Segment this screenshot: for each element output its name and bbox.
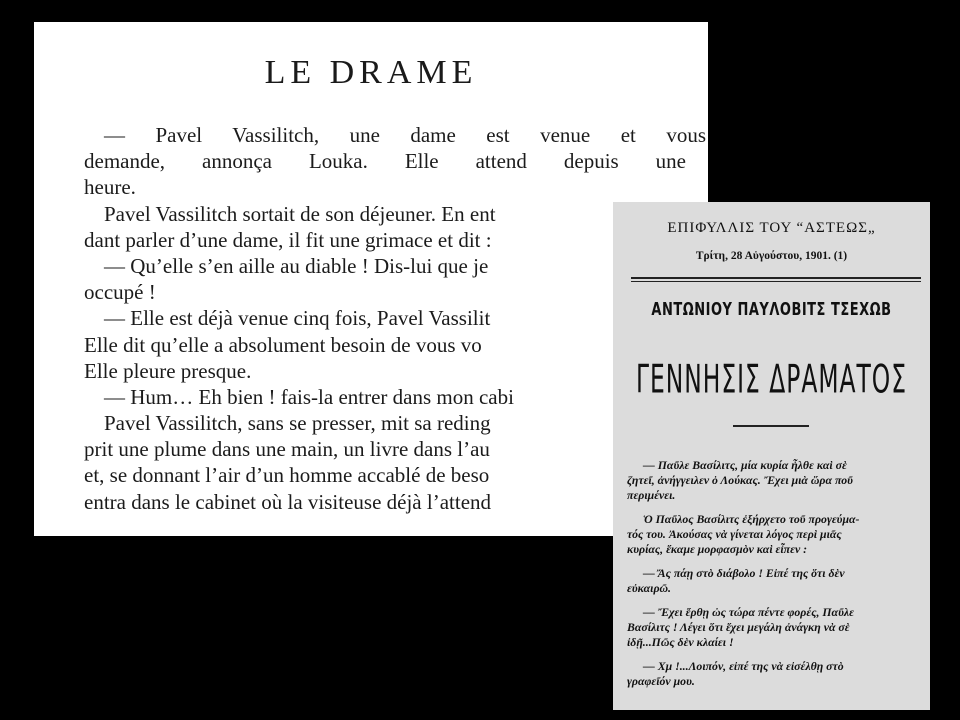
french-text-line: dant parler d’une dame, il fit une grimace et dit : bbox=[84, 227, 492, 252]
greek-text-line: — Ἔχει ἔρθῃ ὡς τώρα πέντε φορές, Παῦλε bbox=[643, 605, 854, 619]
greek-text-body bbox=[627, 458, 927, 689]
french-page-title: LE DRAME bbox=[264, 54, 478, 91]
french-text-line: heure. bbox=[84, 175, 136, 200]
french-text-line: occupé ! bbox=[84, 280, 156, 305]
french-text-body bbox=[84, 122, 704, 515]
french-text-line: prit une plume dans une main, un livre dans l’au bbox=[84, 437, 490, 462]
french-text-line: — Qu’elle s’en aille au diable ! Dis-lui que je bbox=[104, 253, 489, 278]
header-divider-thin bbox=[631, 281, 921, 282]
greek-story-title: ΓΕΝΝΗΣΙΣ ΔΡΑΜΑΤΟΣ bbox=[635, 358, 907, 403]
title-divider bbox=[733, 425, 809, 427]
greek-feuilleton-header: ΕΠΙΦΥΛΛΙΣ ΤΟΥ “ΑΣΤΕΩΣ„ bbox=[667, 220, 876, 236]
greek-text-line: εὐκαιρῶ. bbox=[627, 581, 672, 595]
header-divider bbox=[631, 277, 921, 279]
greek-text-line: Βασίλιτς ! Λέγει ὅτι ἔχει μεγάλη ἀνάγκη νὰ σὲ bbox=[627, 620, 850, 634]
french-text-line: — Elle est déjà venue cinq fois, Pavel Vassilit bbox=[104, 306, 491, 331]
greek-newspaper-clipping bbox=[613, 202, 930, 710]
french-text-line: — Hum… Eh bien ! fais-la entrer dans mon cabi bbox=[104, 384, 514, 409]
french-text-line: Pavel Vassilitch sortait de son déjeuner. En ent bbox=[104, 201, 496, 226]
greek-text-line: — Ἄς πάῃ στὸ διάβολο ! Εἰπέ της ὅτι δὲν bbox=[643, 566, 845, 580]
french-text-line: Pavel Vassilitch, sans se presser, mit sa reding bbox=[104, 411, 491, 436]
greek-text-line: γραφεῖόν μου. bbox=[627, 674, 695, 688]
french-text-line: entra dans le cabinet où la visiteuse déjà l’attend bbox=[84, 489, 492, 514]
greek-text-line: ζητεῖ, ἀνήγγειλεν ὁ Λούκας. Ἔχει μιὰ ὥρα ποῦ bbox=[627, 473, 853, 487]
french-text-line: Elle pleure presque. bbox=[84, 358, 252, 383]
greek-date-line: Τρίτη, 28 Αὐγούστου, 1901. (1) bbox=[695, 250, 848, 262]
greek-text-line: τός του. Ἀκούσας νὰ γίνεται λόγος περὶ μιᾶς bbox=[627, 527, 842, 541]
greek-text-line: — Χμ !...Λοιπόν, εἰπέ της νὰ εἰσέλθῃ στὸ bbox=[643, 659, 844, 673]
greek-text-line: ἰδῇ...Πῶς δὲν κλαίει ! bbox=[627, 635, 734, 649]
french-text-line: et, se donnant l’air d’un homme accablé de beso bbox=[84, 463, 490, 488]
greek-text-line: περιμένει. bbox=[627, 488, 676, 502]
french-text-line: Elle dit qu’elle a absolument besoin de vous vo bbox=[84, 332, 482, 357]
greek-text-line: Ὁ Παῦλος Βασίλιτς ἐξήρχετο τοῦ προγεύμα- bbox=[643, 512, 860, 526]
french-text-line: demande, annonça Louka. Elle attend depuis une bbox=[84, 149, 686, 174]
greek-text-line: κυρίας, ἔκαμε μορφασμὸν καὶ εἶπεν : bbox=[627, 542, 808, 556]
french-text-line: — Pavel Vassilitch, une dame est venue et vous bbox=[104, 123, 706, 147]
french-book-page bbox=[34, 22, 708, 536]
greek-text-line: — Παῦλε Βασίλιτς, μία κυρία ἦλθε καὶ σὲ bbox=[643, 458, 847, 472]
greek-author-line: ΑΝΤΩΝΙΟΥ ΠΑΥΛΟΒΙΤΣ ΤΣΕΧΩΒ bbox=[651, 300, 892, 321]
